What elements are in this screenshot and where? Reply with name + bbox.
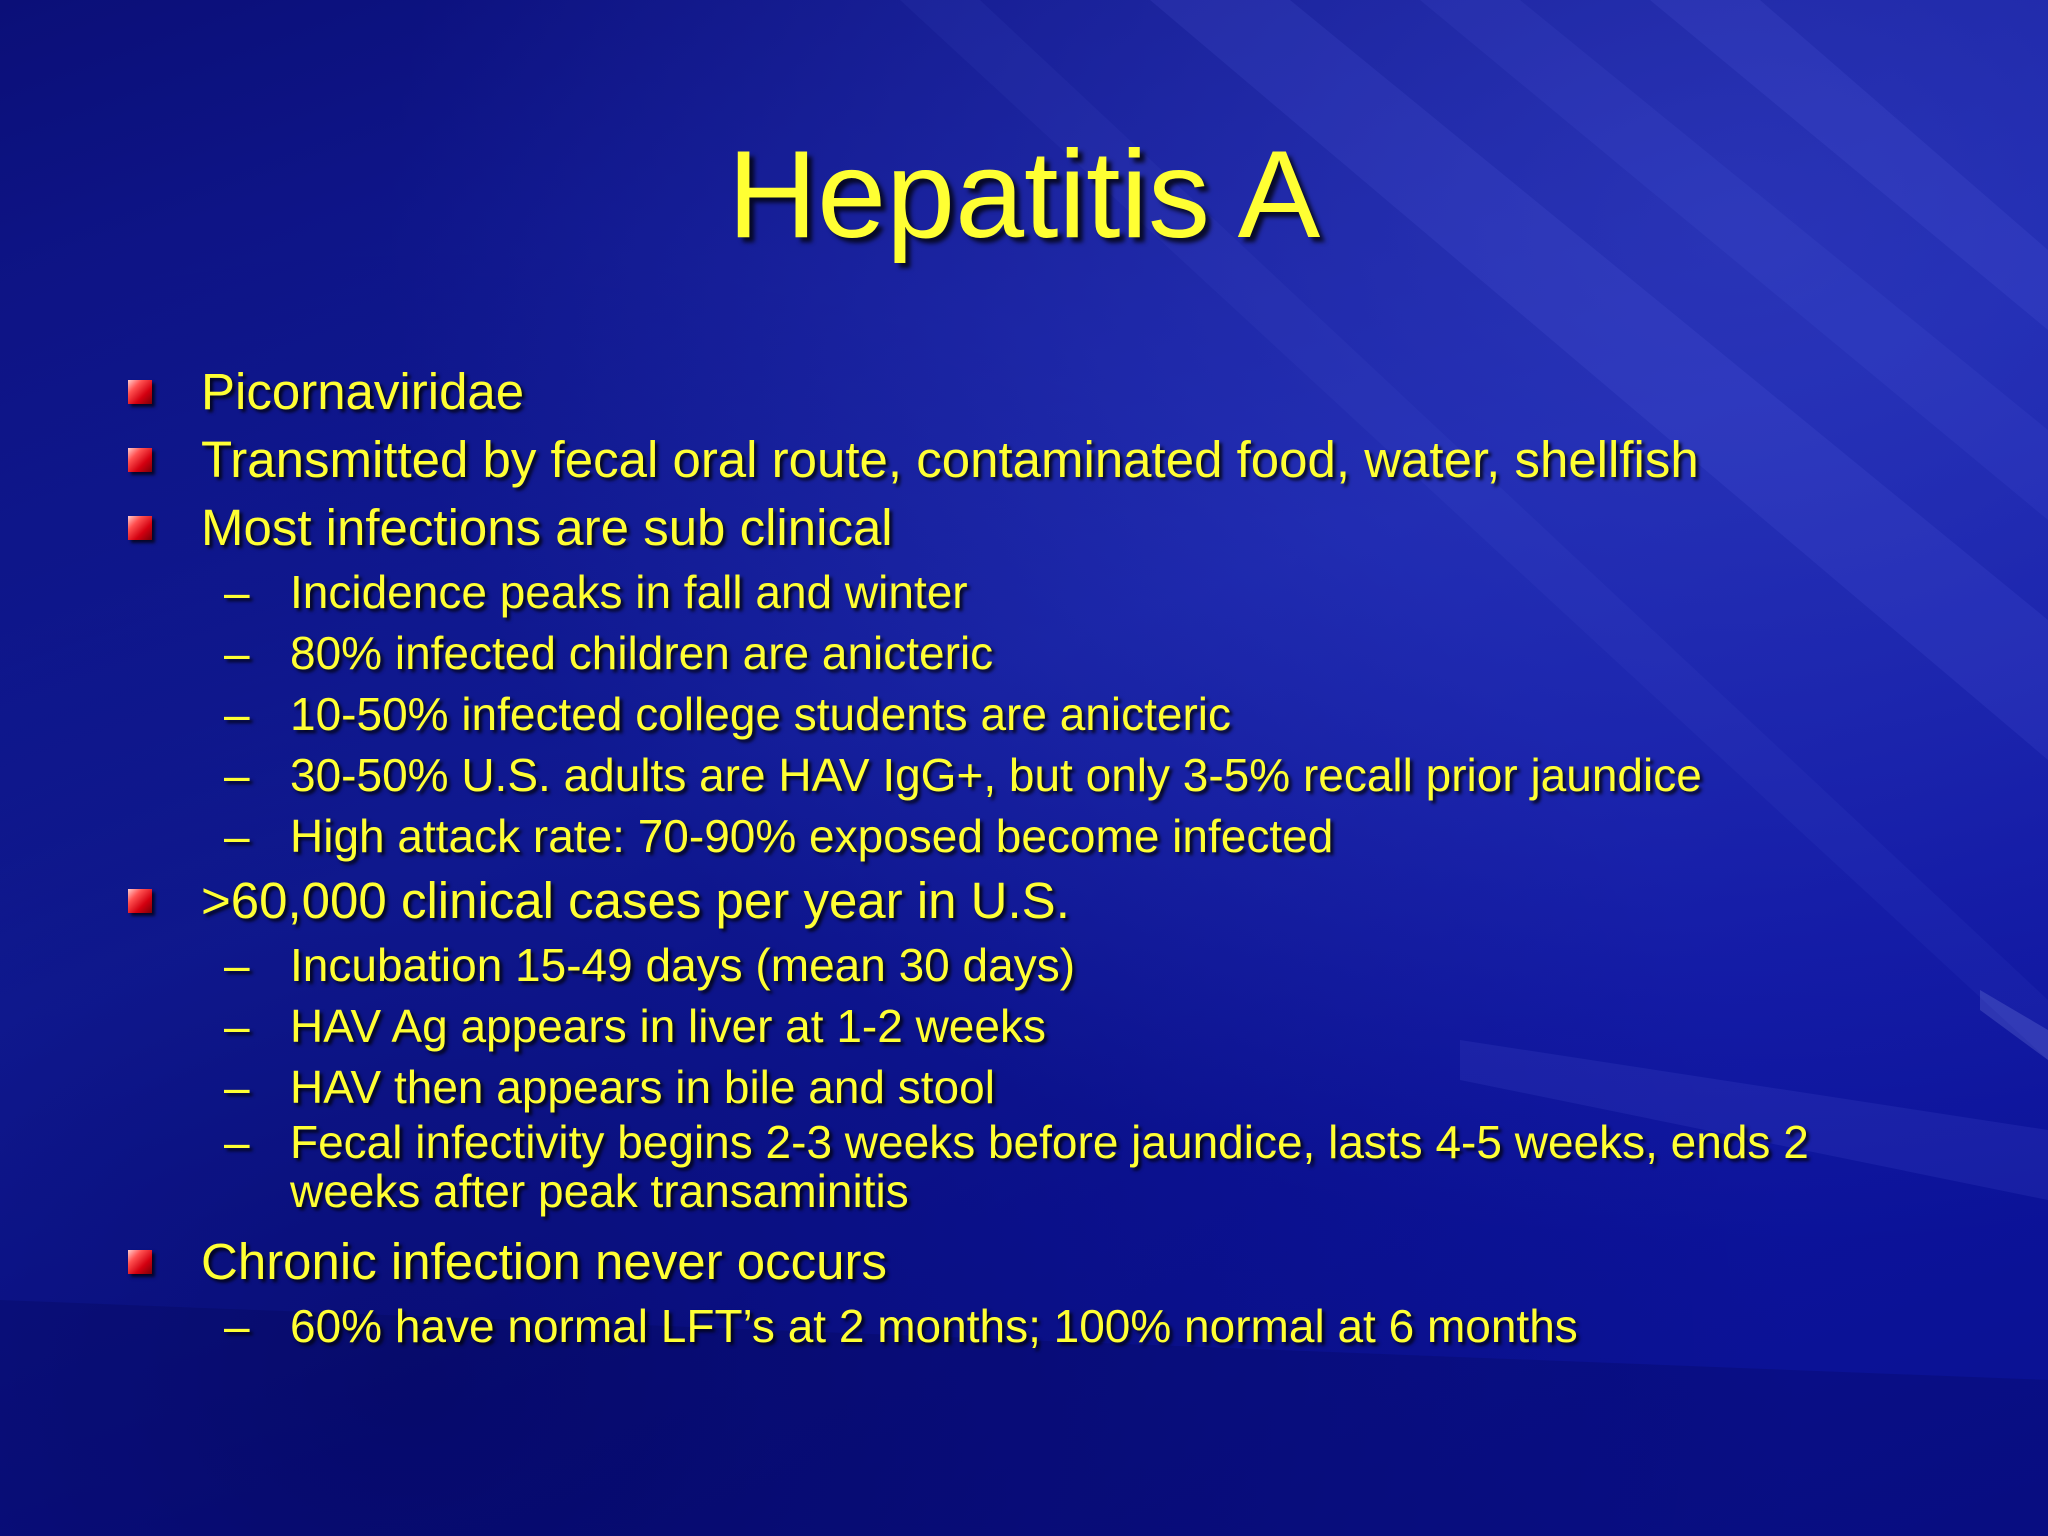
bullet-list [124,358,1944,1357]
dash-bullet-icon: – [224,1300,250,1352]
sub-bullet-text: 10-50% infected college students are anicteric [290,688,1232,740]
slide-title: Hepatitis A [727,126,1321,264]
dash-bullet-icon: – [224,627,250,679]
square-bullet-icon [128,889,152,913]
sub-bullet-item [124,745,1944,806]
dash-bullet-icon: – [224,810,250,862]
dash-bullet-icon: – [224,749,250,801]
dash-bullet-icon: – [224,1000,250,1052]
sub-bullet-text: High attack rate: 70-90% exposed become infected [290,810,1334,862]
dash-bullet-icon: – [224,566,250,618]
sub-bullet-item [124,1057,1944,1118]
square-bullet-icon [128,516,152,540]
square-bullet-icon [128,1250,152,1274]
sub-bullet-item [124,623,1944,684]
bullet-text: Most infections are sub clinical [201,499,893,556]
dash-bullet-icon: – [224,688,250,740]
sub-bullet-item [124,1118,1944,1216]
sub-bullet-item [124,806,1944,867]
square-bullet-icon [128,380,152,404]
bullet-item [124,358,1944,426]
sub-bullet-item [124,996,1944,1057]
sub-bullet-text: 30-50% U.S. adults are HAV IgG+, but only 3-5% recall prior jaundice [290,749,1702,801]
sub-bullet-text: Incidence peaks in fall and winter [290,566,968,618]
dash-bullet-icon: – [224,939,250,991]
sub-bullet-item [124,1296,1944,1357]
bullet-item [124,426,1944,494]
dash-bullet-icon: – [224,1116,250,1168]
dash-bullet-icon: – [224,1061,250,1113]
sub-bullet-text: Incubation 15-49 days (mean 30 days) [290,939,1076,991]
sub-bullet-item [124,562,1944,623]
bullet-item [124,867,1944,935]
bullet-item [124,1228,1944,1296]
sub-bullet-text: HAV then appears in bile and stool [290,1061,995,1113]
square-bullet-icon [128,448,152,472]
bullet-text: Transmitted by fecal oral route, contaminated food, water, shellfish [201,431,1699,488]
sub-bullet-text: 80% infected children are anicteric [290,627,994,679]
sub-bullet-text: 60% have normal LFT’s at 2 months; 100% normal at 6 months [290,1300,1578,1352]
sub-bullet-item [124,684,1944,745]
bullet-item [124,494,1944,562]
sub-bullet-text: Fecal infectivity begins 2-3 weeks before jaundice, lasts 4-5 weeks, ends 2 weeks after peak transaminitis [290,1116,1809,1217]
bullet-text: Picornaviridae [201,363,525,420]
sub-bullet-item [124,935,1944,996]
sub-bullet-text: HAV Ag appears in liver at 1-2 weeks [290,1000,1046,1052]
bullet-text: Chronic infection never occurs [201,1233,887,1290]
bullet-text: >60,000 clinical cases per year in U.S. [201,872,1070,929]
